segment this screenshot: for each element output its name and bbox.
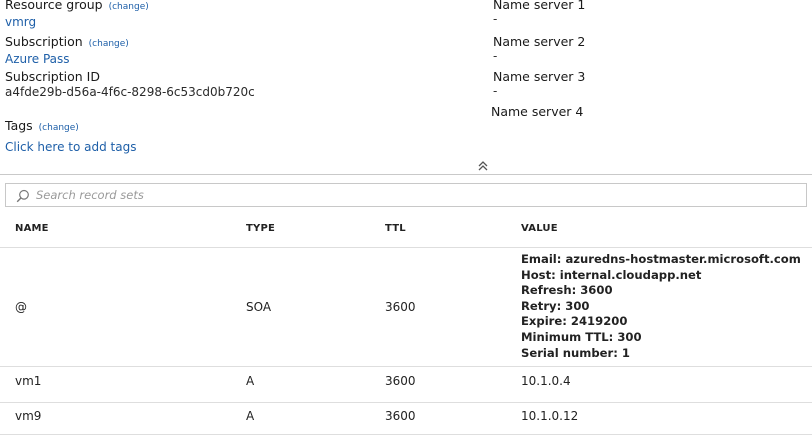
resource-group-value[interactable]: vmrg — [5, 15, 37, 29]
name-server-4-label: Name server 4 — [491, 104, 584, 119]
search-icon — [16, 188, 30, 202]
record-type: A — [246, 374, 255, 388]
subscription-value[interactable]: Azure Pass — [5, 52, 70, 66]
name-server-1 — [493, 0, 585, 26]
subscription-section — [5, 34, 129, 67]
record-name: @ — [15, 300, 27, 314]
table-row[interactable] — [0, 403, 812, 435]
name-server-3 — [493, 69, 585, 98]
record-value: 10.1.0.4 — [521, 374, 571, 388]
search-input[interactable] — [36, 185, 806, 205]
tags-label: Tags — [5, 118, 33, 133]
double-chevron-up-icon[interactable] — [476, 158, 490, 174]
soa-serial-number: Serial number: 1 — [521, 345, 630, 360]
search-record-sets-box[interactable] — [5, 183, 807, 207]
resource-group-label: Resource group — [5, 0, 103, 12]
essentials-divider — [0, 174, 812, 175]
column-header-value[interactable]: VALUE — [521, 223, 558, 234]
name-server-4 — [491, 104, 583, 120]
record-type: A — [246, 409, 255, 423]
resource-group-section — [5, 0, 149, 30]
row-divider — [0, 434, 812, 435]
column-header-type[interactable]: TYPE — [246, 223, 276, 234]
name-server-3-label: Name server 3 — [493, 69, 586, 84]
soa-retry: Retry: 300 — [521, 298, 590, 313]
record-ttl: 3600 — [385, 374, 416, 388]
subscription-change-link[interactable]: (change) — [88, 39, 129, 49]
name-server-2-label: Name server 2 — [493, 34, 586, 49]
name-server-2 — [493, 34, 585, 63]
soa-minimum-ttl: Minimum TTL: 300 — [521, 329, 642, 344]
name-server-1-label: Name server 1 — [493, 0, 586, 12]
add-tags-link[interactable]: Click here to add tags — [5, 140, 137, 154]
column-header-ttl[interactable]: TTL — [385, 223, 406, 234]
record-ttl: 3600 — [385, 409, 416, 423]
subscription-label: Subscription — [5, 34, 83, 49]
table-row[interactable] — [0, 248, 812, 370]
record-type: SOA — [246, 300, 272, 314]
name-server-2-value: - — [493, 49, 498, 63]
subscription-id-label: Subscription ID — [5, 69, 100, 84]
name-server-3-value: - — [493, 84, 498, 98]
resource-group-change-link[interactable]: (change) — [108, 2, 149, 12]
record-value: 10.1.0.12 — [521, 409, 579, 423]
tags-section — [5, 118, 136, 155]
soa-host: Host: internal.cloudapp.net — [521, 267, 702, 282]
tags-change-link[interactable]: (change) — [38, 123, 79, 133]
record-ttl: 3600 — [385, 300, 416, 314]
soa-refresh: Refresh: 3600 — [521, 283, 613, 298]
record-name: vm9 — [15, 409, 42, 423]
column-header-name[interactable]: NAME — [15, 223, 49, 234]
subscription-id-value: a4fde29b-d56a-4f6c-8298-6c53cd0b720c — [5, 85, 255, 99]
table-row[interactable] — [0, 367, 812, 399]
name-server-1-value: - — [493, 12, 498, 26]
soa-expire: Expire: 2419200 — [521, 314, 628, 329]
subscription-id-section — [5, 69, 255, 100]
record-name: vm1 — [15, 374, 42, 388]
soa-email: Email: azuredns-hostmaster.microsoft.com — [521, 252, 801, 266]
record-value — [521, 252, 801, 361]
